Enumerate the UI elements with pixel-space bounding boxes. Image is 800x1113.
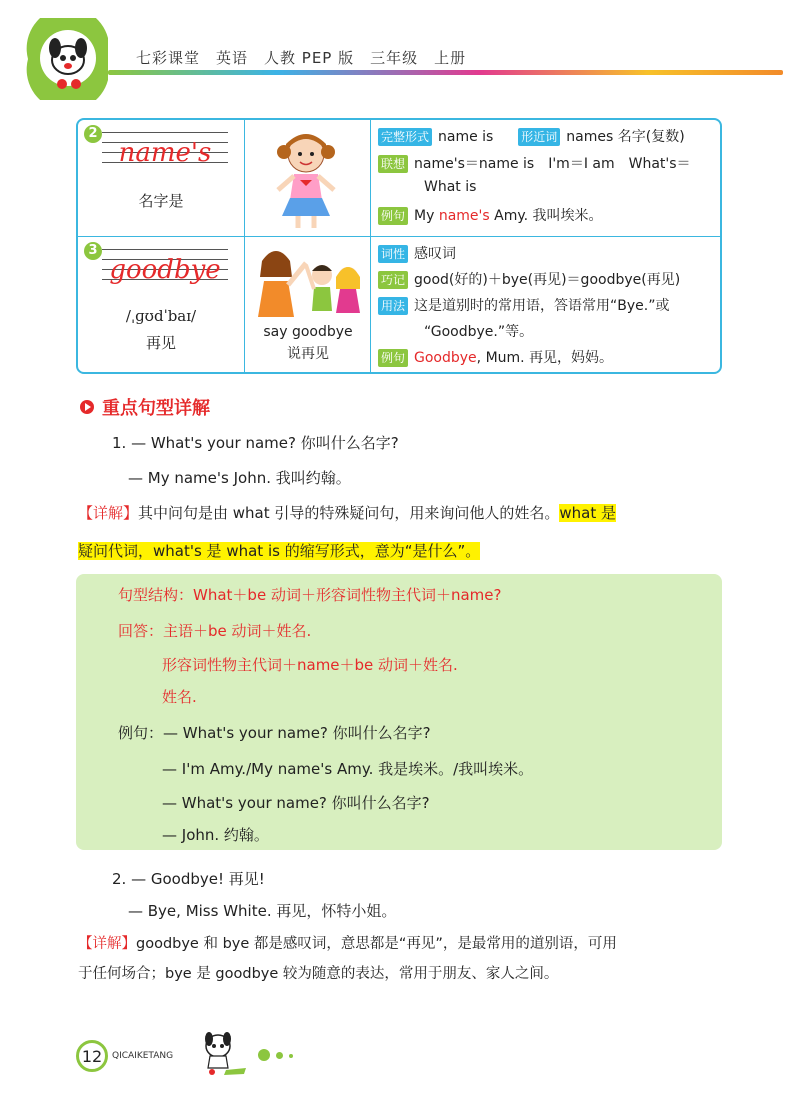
vocab-number: 2 bbox=[84, 125, 102, 143]
header-rainbow-bar bbox=[108, 70, 783, 75]
mascot-footer-icon bbox=[196, 1030, 250, 1076]
info-text: name's＝name is I'm＝I am What's＝ bbox=[414, 156, 691, 172]
detail-highlight: what 是 bbox=[559, 504, 617, 522]
detail-highlight: 疑问代词，what's 是 what is 的缩写形式，意为“是什么”。 bbox=[78, 542, 481, 560]
structure-text: What＋be 动词＋形容词性物主代词＋name? bbox=[193, 586, 502, 604]
girl-illustration bbox=[248, 124, 364, 232]
item1-answer: — My name's John. 我叫约翰。 bbox=[128, 469, 351, 487]
example-label: 例句： bbox=[118, 724, 164, 742]
example-text: , Mum. 再见，妈妈。 bbox=[476, 350, 614, 366]
example-line4: — John. 约翰。 bbox=[162, 826, 269, 844]
structure-label: 句型结构： bbox=[118, 586, 194, 604]
info-text: names 名字(复数) bbox=[566, 129, 685, 145]
item2-question: 2. — Goodbye! 再见! bbox=[112, 870, 265, 888]
detail-text: goodbye 和 bye 都是感叹词，意思都是“再见”，是最常用的道别语，可用 bbox=[136, 936, 617, 952]
picture-caption-cn: 说再见 bbox=[287, 346, 329, 362]
section-heading bbox=[80, 394, 210, 420]
vocab-meaning: 名字是 bbox=[138, 192, 184, 210]
item2-detail-line1 bbox=[78, 932, 617, 953]
play-bullet-icon bbox=[80, 400, 94, 414]
vocab-row-goodbye bbox=[78, 236, 720, 373]
vocab-row-names bbox=[78, 120, 720, 236]
example-line1 bbox=[118, 722, 431, 743]
info-text: good(好的)＋bye(再见)＝goodbye(再见) bbox=[414, 272, 681, 288]
item2-answer: — Bye, Miss White. 再见，怀特小姐。 bbox=[128, 902, 397, 920]
example-highlight: name's bbox=[438, 208, 490, 224]
example-line3: — What's your name? 你叫什么名字? bbox=[162, 794, 430, 812]
example-highlight: Goodbye bbox=[414, 350, 477, 366]
info-tag: 例句 bbox=[378, 207, 408, 225]
example-text: My bbox=[414, 208, 439, 224]
detail-text: 其中问句是由 what 引导的特殊疑问句，用来询问他人的姓名。 bbox=[138, 504, 560, 522]
info-tag: 词性 bbox=[378, 245, 408, 263]
picture-caption-en: say goodbye bbox=[263, 324, 353, 340]
vocab-number: 3 bbox=[84, 242, 102, 260]
item2-detail-line2: 于任何场合；bye 是 goodbye 较为随意的表达，常用于朋友、家人之间。 bbox=[78, 966, 559, 982]
decor-dot bbox=[276, 1052, 283, 1059]
info-tag: 用法 bbox=[378, 297, 408, 315]
info-tag: 完整形式 bbox=[378, 128, 432, 146]
info-tag: 例句 bbox=[378, 349, 408, 367]
vocab-meaning: 再见 bbox=[145, 334, 176, 352]
detail-tag: 【详解】 bbox=[78, 504, 139, 522]
info-text: 感叹词 bbox=[414, 246, 457, 262]
footer-brand: QICAIKETANG bbox=[112, 1051, 174, 1061]
answer-line3: 姓名. bbox=[162, 688, 197, 706]
answer-line1 bbox=[118, 620, 311, 641]
vocab-word: name's bbox=[118, 138, 212, 168]
example-text: Amy. 我叫埃米。 bbox=[489, 208, 603, 224]
column-divider bbox=[244, 120, 245, 236]
info-tag: 联想 bbox=[378, 155, 408, 173]
item1-detail-line1 bbox=[78, 502, 616, 523]
vocab-table bbox=[76, 118, 722, 374]
mascot-logo-icon bbox=[20, 18, 112, 100]
column-divider bbox=[370, 120, 371, 236]
vocab-word: goodbye bbox=[109, 255, 221, 285]
info-tag: 形近词 bbox=[518, 128, 560, 146]
column-divider bbox=[370, 237, 371, 373]
column-divider bbox=[244, 237, 245, 373]
answer-line2: 形容词性物主代词＋name＋be 动词＋姓名. bbox=[162, 656, 458, 674]
page-number: 12 bbox=[76, 1040, 108, 1072]
detail-tag: 【详解】 bbox=[78, 936, 136, 952]
say-goodbye-illustration bbox=[248, 241, 366, 317]
example-line2: — I'm Amy./My name's Amy. 我是埃米。/我叫埃米。 bbox=[162, 760, 534, 778]
info-text: What is bbox=[424, 179, 477, 195]
info-tag: 巧记 bbox=[378, 271, 408, 289]
item1-detail-line2 bbox=[78, 540, 480, 561]
vocab-phonetic: /ˌɡʊdˈbaɪ/ bbox=[125, 307, 197, 325]
example-text: — What's your name? 你叫什么名字? bbox=[163, 724, 431, 742]
decor-dot bbox=[289, 1054, 293, 1058]
header-title: 七彩课堂 英语 人教 PEP 版 三年级 上册 bbox=[136, 49, 467, 67]
info-text: name is bbox=[438, 129, 494, 145]
item1-question: 1. — What's your name? 你叫什么名字? bbox=[112, 434, 399, 452]
info-text: “Goodbye.”等。 bbox=[424, 324, 534, 340]
answer-label: 回答： bbox=[118, 622, 164, 640]
structure-line bbox=[118, 584, 501, 605]
sentence-structure-box bbox=[76, 574, 722, 850]
section-title: 重点句型详解 bbox=[102, 398, 210, 419]
info-text: 这是道别时的常用语，答语常用“Bye.”或 bbox=[414, 298, 670, 314]
decor-dot bbox=[258, 1049, 270, 1061]
answer-text: 主语＋be 动词＋姓名. bbox=[163, 622, 312, 640]
